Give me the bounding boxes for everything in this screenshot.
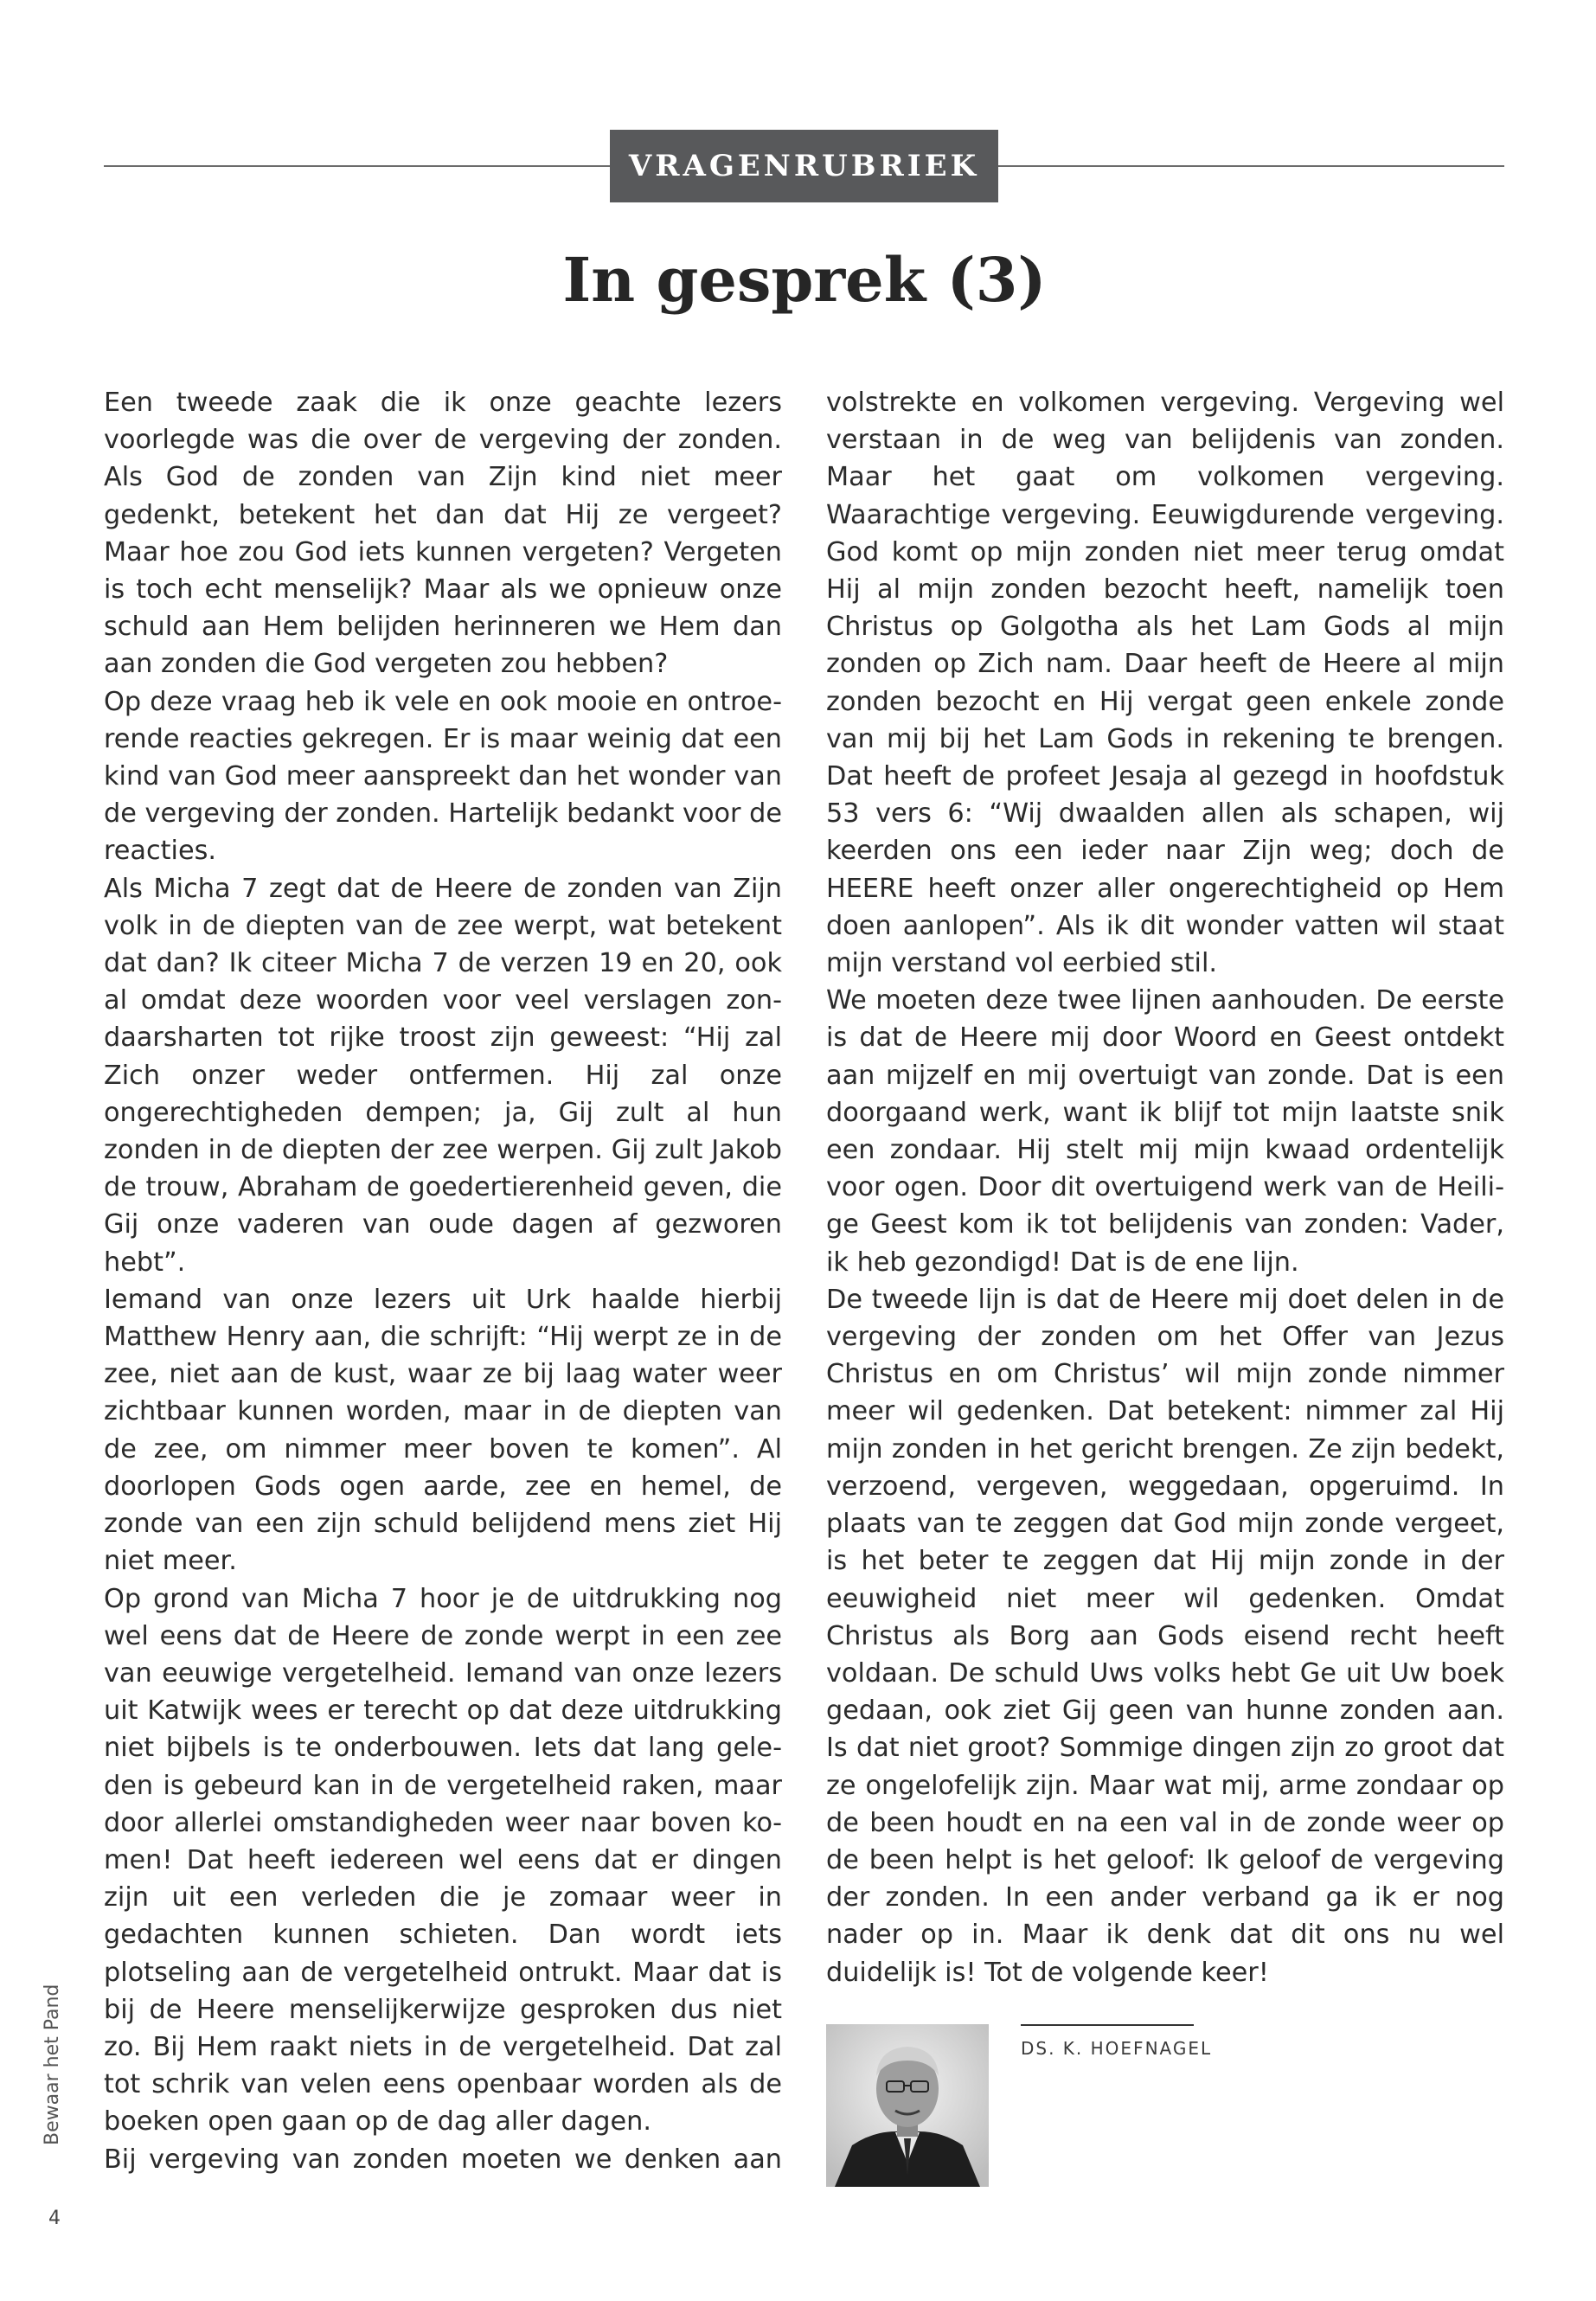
author-name: DS. K. HOEFNAGEL	[1021, 2038, 1213, 2059]
paragraph: De tweede lijn is dat de Heere mij doet delen in de vergeving der zonden om het Offer van Jezus Christus en om Christus’ wil mijn zonde nimmer meer wil gedenken. Dat betekent: nimmer zal Hij mijn zonden in het gericht brengen. Ze zijn bedekt, verzoend, vergeven, weggedaan, opgeruimd. In plaats van te zeggen dat God mijn zonde vergeet, is het beter te zeggen dat Hij mijn zonde in der eeuwigheid niet meer wil gedenken. Omdat Christus als Borg aan Gods eisend recht heeft voldaan. De schuld Uws volks hebt Ge uit Uw boek gedaan, ook ziet Gij geen van hunne zonden aan. Is dat niet groot? Sommige dingen zijn zo groot dat ze ongelofelijk zijn. Maar wat mij, arme zondaar op de been houdt en na een val in de zonde weer op de been helpt is het geloof: Ik geloof de vergeving der zonden. In een ander verband ga ik er nog nader op in. Maar ik denk dat dit ons nu wel duidelijk is! Tot de volgende keer!	[826, 1284, 1504, 1988]
header-rule-right	[998, 165, 1504, 167]
article-title: In gesprek (3)	[562, 244, 1047, 316]
section-label: VRAGENRUBRIEK	[610, 130, 998, 202]
paragraph: Op grond van Micha 7 hoor je de uitdrukking nog wel eens dat de Heere de zonde werpt in een zee van eeuwige vergetelheid. Iemand van onze lezers uit Katwijk wees er terecht op dat deze uitdrukking niet bijbels is te onderbouwen. Iets dat lang geleden is gebeurd kan in de vergetelheid raken, maar door allerlei omstandigheden weer naar boven komen! Dat heeft iedereen wel eens dat er dingen zijn uit een verleden die je zomaar weer in gedachten kunnen schieten. Dan wordt iets plotseling aan de vergetelheid ontrukt. Maar dat is bij de Heere menselijkerwijze gesproken dus niet zo. Bij Hem raakt niets in de vergetelheid. Dat zal tot schrik van velen eens openbaar worden als de boeken open gaan op de dag aller dagen.	[104, 1583, 782, 2138]
article-column-left	[104, 384, 782, 2178]
article-column-right	[826, 384, 1504, 1991]
paragraph: Een tweede zaak die ik onze geachte lezers voorlegde was die over de vergeving der zonden. Als God de zonden van Zijn kind niet meer gedenkt, betekent het dan dat Hij ze vergeet? Maar hoe zou God iets kunnen vergeten? Vergeten is toch echt menselijk? Maar als we opnieuw onze schuld aan Hem belijden herinneren we Hem dan aan zonden die God vergeten zou hebben?	[104, 388, 782, 680]
signature-rule	[1021, 2024, 1194, 2026]
paragraph: Op deze vraag heb ik vele en ook mooie en ontroerende reacties gekregen. Er is maar weinig dat een kind van God meer aanspreekt dan het wonder van de vergeving der zonden. Hartelijk bedankt voor de reacties.	[104, 686, 782, 867]
paragraph: volstrekte en volkomen vergeving. Vergeving wel verstaan in de weg van belijdenis van zonden. Maar het gaat om volkomen vergeving. Waarachtige vergeving. Eeuwigdurende vergeving. God komt op mijn zonden niet meer terug omdat Hij al mijn zonden bezocht heeft, namelijk toen Christus op Golgotha als het Lam Gods al mijn zonden op Zich nam. Daar heeft de Heere al mijn zonden bezocht en Hij vergat geen enkele zonde van mij bij het Lam Gods in rekening te brengen. Dat heeft de profeet Jesaja al gezegd in hoofdstuk 53 vers 6: “Wij dwaalden allen als schapen, wij keerden ons een ieder naar Zijn weg; doch de HEERE heeft onzer aller ongerechtigheid op Hem doen aanlopen”. Als ik dit wonder vatten wil staat mijn verstand vol eerbied stil.	[826, 388, 1504, 979]
paragraph: We moeten deze twee lijnen aanhouden. De eerste is dat de Heere mij door Woord en Geest ontdekt aan mijzelf en mij overtuigt van zonde. Dat is een doorgaand werk, want ik blijf tot mijn laatste snik een zondaar. Hij stelt mij mijn kwaad ordentelijk voor ogen. Door dit overtuigend werk van de Heilige Geest kom ik tot belijdenis van zonden: Vader, ik heb gezondigd! Dat is de ene lijn.	[826, 985, 1504, 1278]
header-rule-left	[104, 165, 610, 167]
paragraph: Als Micha 7 zegt dat de Heere de zonden van Zijn volk in de diepten van de zee werpt, wat betekent dat dan? Ik citeer Micha 7 de verzen 19 en 20, ook al omdat deze woorden voor veel verslagen zondaarsharten tot rijke troost zijn geweest: “Hij zal Zich onzer weder ontfermen. Hij zal onze ongerechtigheden dempen; ja, Gij zult al hun zonden in de diepten der zee werpen. Gij zult Jakob de trouw, Abraham de goedertierenheid geven, die Gij onze vaderen van oude dagen af gezworen hebt”.	[104, 873, 782, 1278]
paragraph: Bij vergeving van zonden moeten we denken aan	[104, 2144, 782, 2175]
paragraph: Iemand van onze lezers uit Urk haalde hierbij Matthew Henry aan, die schrijft: “Hij werpt ze in de zee, niet aan de kust, waar ze bij laag water weer zichtbaar kunnen worden, maar in de diepten van de zee, om nimmer meer boven te komen”. Al doorlopen Gods ogen aarde, zee en hemel, de zonde van een zijn schuld belijdend mens ziet Hij niet meer.	[104, 1284, 782, 1577]
page-number: 4	[48, 2208, 61, 2229]
publication-name: Bewaar het Pand	[42, 1984, 63, 2145]
author-portrait	[826, 2024, 989, 2187]
